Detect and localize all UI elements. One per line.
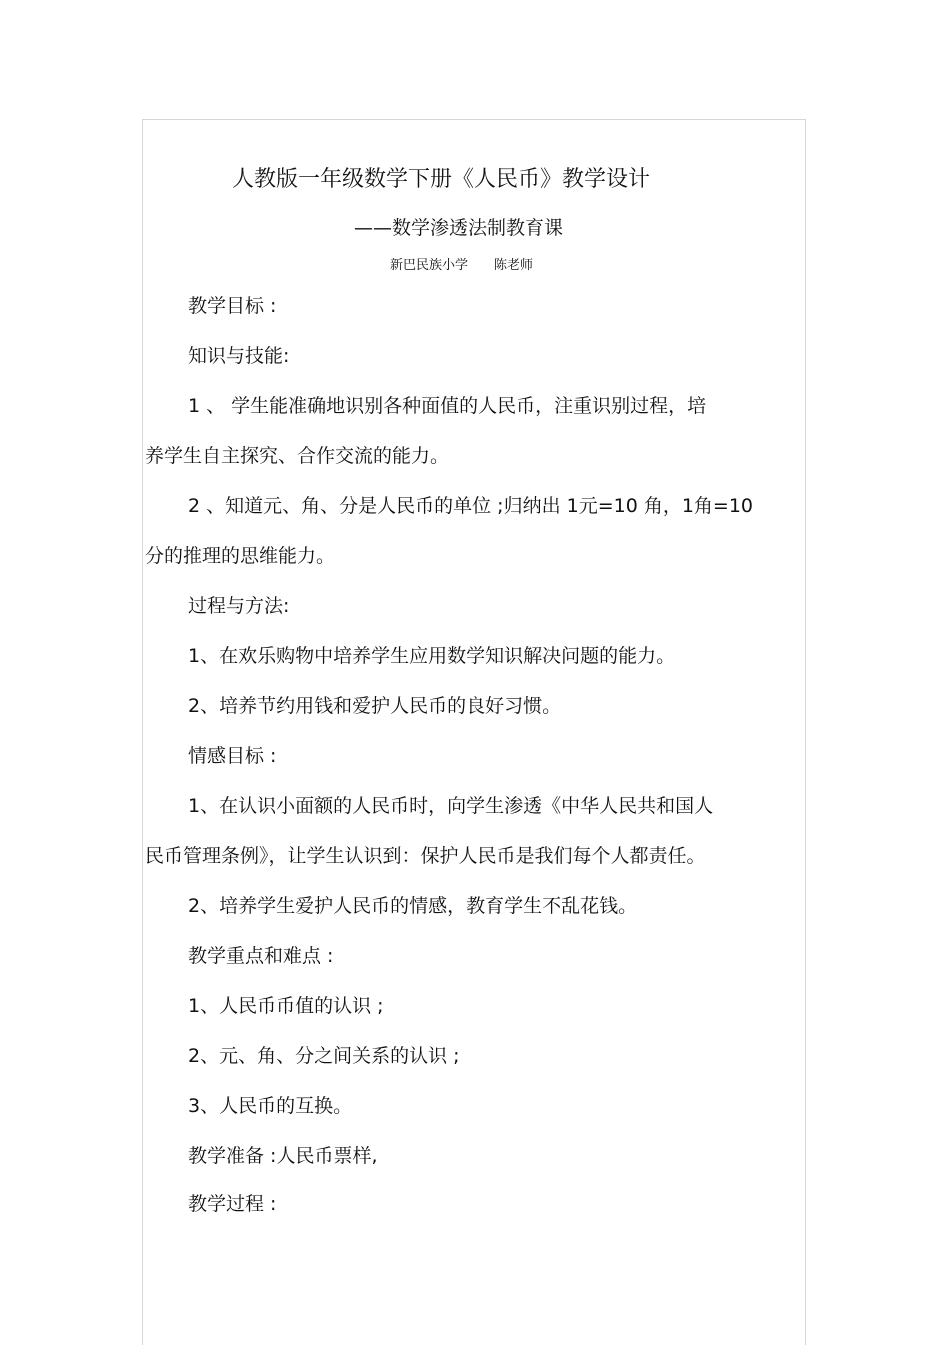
teacher-name: 陈老师 (494, 258, 534, 273)
subheading-knowledge-skills: 知识与技能: (188, 345, 290, 367)
paragraph-line: 1、在认识小面额的人民币时，向学生渗透《中华人民共和国人 (188, 795, 714, 817)
subheading-emotional-goals: 情感目标 : (188, 745, 277, 767)
section-heading-preparation: 教学准备 :人民币票样, (188, 1145, 378, 1167)
paragraph-line: 1 、 学生能准确地识别各种面值的人民币，注重识别过程，培 (188, 395, 707, 417)
paragraph-line: 2、培养学生爱护人民币的情感，教育学生不乱花钱。 (188, 895, 638, 917)
subheading-process-method: 过程与方法: (188, 595, 290, 617)
author-line (390, 257, 533, 275)
document-subtitle: ——数学渗透法制教育课 (354, 217, 564, 239)
paragraph-line: 2 、知道元、角、分是人民币的单位 ;归纳出 1元=10 角，1角=10 (188, 495, 754, 517)
paragraph-line: 2、培养节约用钱和爱护人民币的良好习惯。 (188, 695, 562, 717)
paragraph-line: 3、人民币的互换。 (188, 1095, 353, 1117)
section-heading-key-points: 教学重点和难点 : (188, 945, 334, 967)
section-heading-process: 教学过程 : (188, 1193, 277, 1215)
paragraph-line: 2、元、角、分之间关系的认识 ; (188, 1045, 460, 1067)
document-title: 人教版一年级数学下册《人民币》教学设计 (232, 167, 651, 192)
paragraph-line: 民币管理条例》，让学生认识到：保护人民币是我们每个人都责任。 (145, 845, 706, 867)
paragraph-line: 1、人民币币值的认识 ; (188, 995, 384, 1017)
paragraph-line: 养学生自主探究、合作交流的能力。 (145, 445, 450, 467)
section-heading-goals: 教学目标 : (188, 295, 277, 317)
school-name: 新巴民族小学 (390, 258, 469, 273)
paragraph-line: 分的推理的思维能力。 (145, 545, 336, 567)
paragraph-line: 1、在欢乐购物中培养学生应用数学知识解决问题的能力。 (188, 645, 676, 667)
